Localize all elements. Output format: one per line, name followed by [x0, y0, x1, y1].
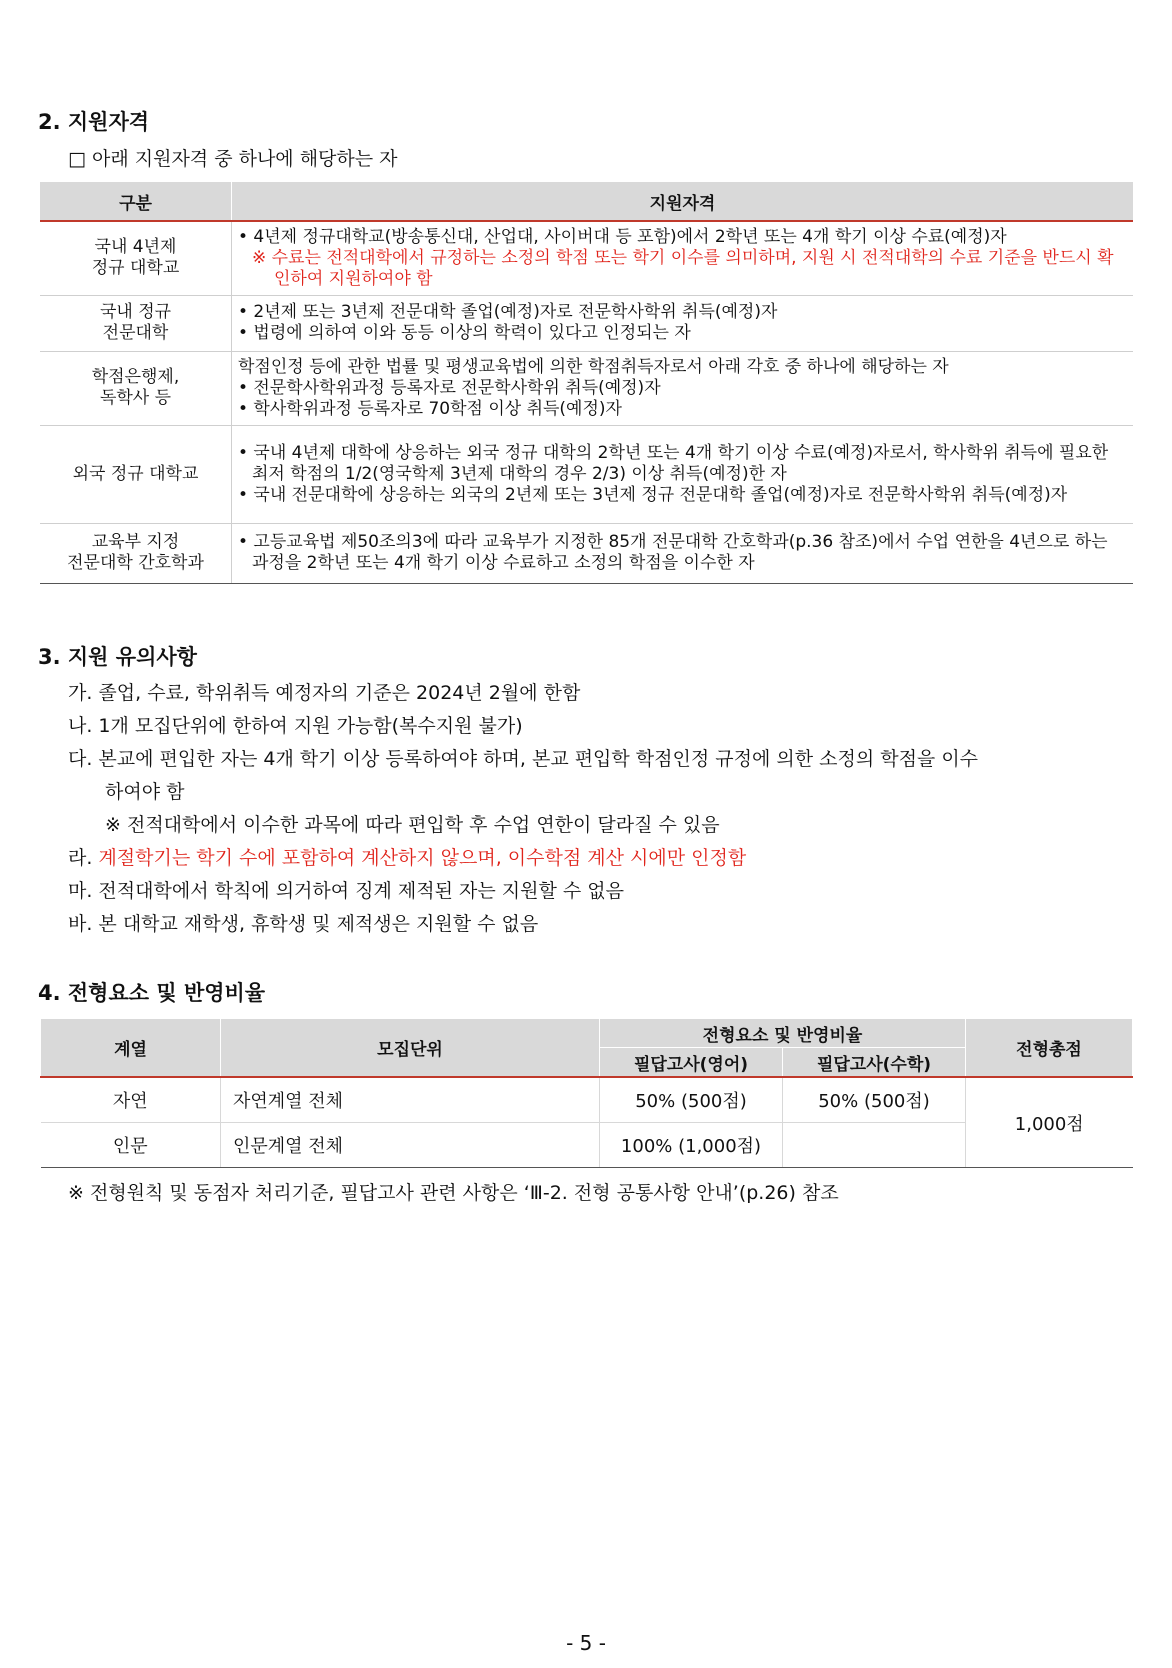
notice-item-label: 라. — [68, 847, 93, 869]
row-category: 국내 정규 전문대학 — [40, 295, 232, 351]
bullet-item: • 국내 4년제 대학에 상응하는 외국 정규 대학의 2학년 또는 4개 학기 이상 수료(예정)자로서, 학사학위 취득에 필요한 최저 학점의 1/2(영국학제 3년제 대학의 경우 2/3) 이상 취득(예정)한 자 — [238, 442, 1109, 484]
section-4-note: ※ 전형원칙 및 동점자 처리기준, 필답고사 관련 사항은 ‘Ⅲ-2. 전형 공통사항 안내’(p.26) 참조 — [68, 1182, 839, 1204]
bullet-item: • 법령에 의하여 이와 동등 이상의 학력이 있다고 인정되는 자 — [238, 323, 691, 343]
table-row — [40, 523, 1133, 583]
section-2-intro: □ 아래 지원자격 중 하나에 해당하는 자 — [68, 148, 398, 170]
notice-item: 다. 본교에 편입한 자는 4개 학기 이상 등록하여야 하며, 본교 편입학 학점인정 규정에 의한 소정의 학점을 이수 — [68, 748, 979, 770]
section-4-title: 4. 전형요소 및 반영비율 — [38, 981, 266, 1005]
notice-item: 나. 1개 모집단위에 한하여 지원 가능함(복수지원 불가) — [68, 715, 523, 737]
table-row — [40, 295, 1133, 351]
notice-item: 바. 본 대학교 재학생, 휴학생 및 제적생은 지원할 수 없음 — [68, 913, 539, 935]
table-row — [41, 1077, 1133, 1123]
notice-item-continuation: 하여야 함 — [105, 781, 185, 803]
header-math: 필답고사(수학) — [783, 1048, 966, 1078]
row-qualification — [232, 295, 1134, 351]
cell-field: 자연 — [41, 1077, 221, 1123]
row-category: 국내 4년제 정규 대학교 — [40, 221, 232, 295]
section-3-title: 3. 지원 유의사항 — [38, 645, 197, 669]
notice-item: 가. 졸업, 수료, 학위취득 예정자의 기준은 2024년 2월에 한함 — [68, 682, 581, 704]
header-group: 전형요소 및 반영비율 — [600, 1019, 966, 1048]
cell-english: 50% (500점) — [600, 1077, 783, 1123]
header-total: 전형총점 — [966, 1019, 1133, 1078]
table-row — [40, 221, 1133, 295]
page-number: - 5 - — [566, 1631, 606, 1655]
notice-subnote: ※ 전적대학에서 이수한 과목에 따라 편입학 후 수업 연한이 달라질 수 있음 — [105, 814, 720, 836]
red-note: ※ 수료는 전적대학에서 규정하는 소정의 학점 또는 학기 이수를 의미하며, 지원 시 전적대학의 수료 기준을 반드시 확인하여 지원하여야 함 — [252, 247, 1114, 289]
bullet-item: • 4년제 정규대학교(방송통신대, 산업대, 사이버대 등 포함)에서 2학년 또는 4개 학기 이상 수료(예정)자 — [238, 226, 1007, 247]
cell-english: 100% (1,000점) — [600, 1123, 783, 1168]
cell-total: 1,000점 — [966, 1077, 1133, 1168]
table-row — [40, 351, 1133, 425]
table-row — [40, 425, 1133, 523]
bullet-item: • 전문학사학위과정 등록자로 전문학사학위 취득(예정)자 — [238, 377, 661, 398]
row-qualification — [232, 351, 1134, 425]
header-qualification: 지원자격 — [232, 182, 1134, 221]
row-category: 외국 정규 대학교 — [40, 425, 232, 523]
notice-item — [68, 843, 746, 870]
selection-table — [40, 1018, 1133, 1168]
bullet-item: • 고등교육법 제50조의3에 따라 교육부가 지정한 85개 전문대학 간호학과(p.36 참조)에서 수업 연한을 4년으로 하는 과정을 2학년 또는 4개 학기 이상 수료하고 소정의 학점을 이수한 자 — [238, 532, 1108, 573]
row-qualification — [232, 425, 1134, 523]
row-qualification — [232, 523, 1134, 583]
bullet-item: • 2년제 또는 3년제 전문대학 졸업(예정)자로 전문학사학위 취득(예정)자 — [238, 302, 778, 322]
cell-math: 50% (500점) — [783, 1077, 966, 1123]
row-category: 학점은행제, 독학사 등 — [40, 351, 232, 425]
cell-field: 인문 — [41, 1123, 221, 1168]
header-field: 계열 — [41, 1019, 221, 1078]
qualification-table — [40, 182, 1133, 584]
notice-item: 마. 전적대학에서 학칙에 의거하여 징계 제적된 자는 지원할 수 없음 — [68, 880, 624, 902]
bullet-item: • 학사학위과정 등록자로 70학점 이상 취득(예정)자 — [238, 398, 622, 419]
cell-unit: 인문계열 전체 — [221, 1123, 600, 1168]
qualification-table-header — [40, 182, 1133, 221]
bullet-item: • 국내 전문대학에 상응하는 외국의 2년제 또는 3년제 정규 전문대학 졸업(예정)자로 전문학사학위 취득(예정)자 — [238, 484, 1068, 505]
row-qualification — [232, 221, 1134, 295]
row-category: 교육부 지정 전문대학 간호학과 — [40, 523, 232, 583]
cell-unit: 자연계열 전체 — [221, 1077, 600, 1123]
notice-item-red-text: 계절학기는 학기 수에 포함하여 계산하지 않으며, 이수학점 계산 시에만 인정함 — [98, 847, 747, 869]
section-2-title: 2. 지원자격 — [38, 110, 150, 134]
selection-table-header — [41, 1019, 1133, 1048]
row-intro: 학점인정 등에 관한 법률 및 평생교육법에 의한 학점취득자로서 아래 각호 중 하나에 해당하는 자 — [238, 356, 949, 377]
header-english: 필답고사(영어) — [600, 1048, 783, 1078]
header-category: 구분 — [40, 182, 232, 221]
cell-math — [783, 1123, 966, 1168]
header-unit: 모집단위 — [221, 1019, 600, 1078]
